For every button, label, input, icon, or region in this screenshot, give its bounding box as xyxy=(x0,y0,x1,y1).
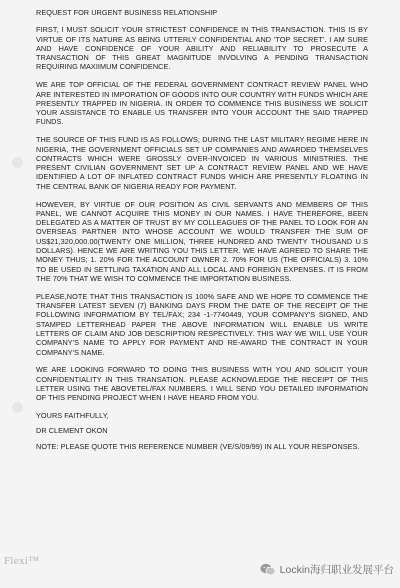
letter-paragraph-6: WE ARE LOOKING FORWARD TO DOING THIS BUSINESS WITH YOU AND SOLICIT YOUR CONFIDENTIALITY IN THIS TRANSATION. PLEASE ACKNOWLEDGE THE RECEIPT OF THIS LETTER USING THE ABOVETEL/FAX NUMBERS. I WILL SEND YOU DETAILED INFORMATION OF THIS PENDING PROJECT WHEN I HAVE HEARD FROM YOU. xyxy=(36,365,368,403)
letter-closing: YOURS FAITHFULLY, xyxy=(36,410,109,420)
letter-paragraph-1: FIRST, I MUST SOLICIT YOUR STRICTEST CONFIDENCE IN THIS TRANSACTION. THIS IS BY VIRTUE OF ITS NATURE AS BEING UTTERLY CONFIDENTIAL AND 'TOP SECRET'. I AM SURE AND HAVE CONFIDENCE OF YOUR ABILITY AND RELIABILITY TO PROSECUTE A TRANSACTION OF THIS GREAT MAGNITUDE INVOLVING A PENDING TRANSACTION REQUIRING MAXIIMUM CONFIDENCE. xyxy=(36,25,368,72)
watermark-left: Flexi™ xyxy=(4,555,40,567)
letter-reference-note: NOTE: PLEASE QUOTE THIS REFERENCE NUMBER (VE/S/09/99) IN ALL YOUR RESPONSES. xyxy=(36,441,360,451)
scan-mark xyxy=(12,402,23,413)
letter-signature: DR CLEMENT OKON xyxy=(36,426,108,436)
watermark-right-text: Lockin海归职业发展平台 xyxy=(279,564,394,576)
letter-paragraph-3: THE SOURCE OF THIS FUND IS AS FOLLOWS; DURING THE LAST MILITARY REGIME HERE IN NIGERIA, THE GOVERNMENT OFFICIALS SET UP COMPANIES AND AWARDED THEMSELVES CONTRACTS WHICH WERE GROSSLY OVER-INVOICED IN VARIOUS MINISTRIES. THE PRESENT CIVILIAN GOVERNMENT SET UP A CONTRACT REVIEW PANEL AND WE HAVE IDENTIFIED A LOT OF INFLATED CONTRACT FUNDS WHICH ARE PRESENTLY FLOATING IN THE CENTRAL BANK OF NIGERIA READY FOR PAYMENT. xyxy=(36,135,368,191)
scan-mark xyxy=(12,157,23,168)
letter-subject: REQUEST FOR URGENT BUSINESS RELATIONSHIP xyxy=(36,8,218,17)
wechat-icon xyxy=(260,563,276,576)
letter-paragraph-2: WE ARE TOP OFFICIAL OF THE FEDERAL GOVERNMENT CONTRACT REVIEW PANEL WHO ARE INTERESTED IN IMPORATION OF GOODS INTO OUR COUNTRY WITH FUNDS WHICH ARE PRESENTLY TRAPPED IN NIGERIA. IN ORDER TO COMMENCE THIS BUSINESS WE SOLICIT YOUR ASSISTANCE TO ENABLE US TRANSFER INTO YOUR ACCOUNT THE SAID TRAPPED FUNDS. xyxy=(36,80,368,127)
letter-paragraph-4: HOWEVER, BY VIRTUE OF OUR POSITION AS CIVIL SERVANTS AND MEMBERS OF THIS PANEL, WE CANNOT ACQUIRE THIS MONEY IN OUR NAMES. I HAVE THEREFORE, BEEN DELEGATED AS A MATTER OF TRUST BY MY COLLEAGUES OF THE PANEL TO LOOK FOR AN OVERSEAS PARTNER INTO WHOSE ACCOUNT WE WOULD TRANSFER THE SUM OF US$21,320,000.00(TWENTY ONE MILLION, THREE HUNDRED AND TWENTY THOUSAND U.S DOLLARS). HENCE WE ARE WRITING YOU THIS LETTER. WE HAVE AGREED TO SHARE THE MONEY THUS; 1. 20% FOR THE ACCOUNT OWNER 2. 70% FOR US (THE OFFICIALS) 3. 10% TO BE USED IN SETTLING TAXATION AND ALL LOCAL AND FOREIGN EXPENSES. IT IS FROM THE 70% THAT WE WISH TO COMMENCE THE IMPORTATION BUSINESS. xyxy=(36,199,368,283)
letter-body xyxy=(36,8,368,459)
letter-paragraph-5: PLEASE,NOTE THAT THIS TRANSACTION IS 100% SAFE AND WE HOPE TO COMMENCE THE TRANSFER LATEST SEVEN (7) BANKING DAYS FROM THE DATE OF THE RECEIPT OF THE FOLLOWING INFORMATIOM BY TEL/FAX; 234 -1-7740449, YOUR COMPANY'S SIGNED, AND STAMPED LETTERHEAD PAPER THE ABOVE INFORMATION WILL ENABLE US WRITE LETTERS OF CLAIM AND JOB DESCRIPTION RESPECTIVELY. THIS WAY WE WILL USE YOUR COMPANY'S NAME TO APPLY FOR PAYMENT AND RE-AWARD THE CONTRACT IN YOUR COMPANY'S NAME. xyxy=(36,291,368,357)
watermark-right xyxy=(260,562,394,577)
